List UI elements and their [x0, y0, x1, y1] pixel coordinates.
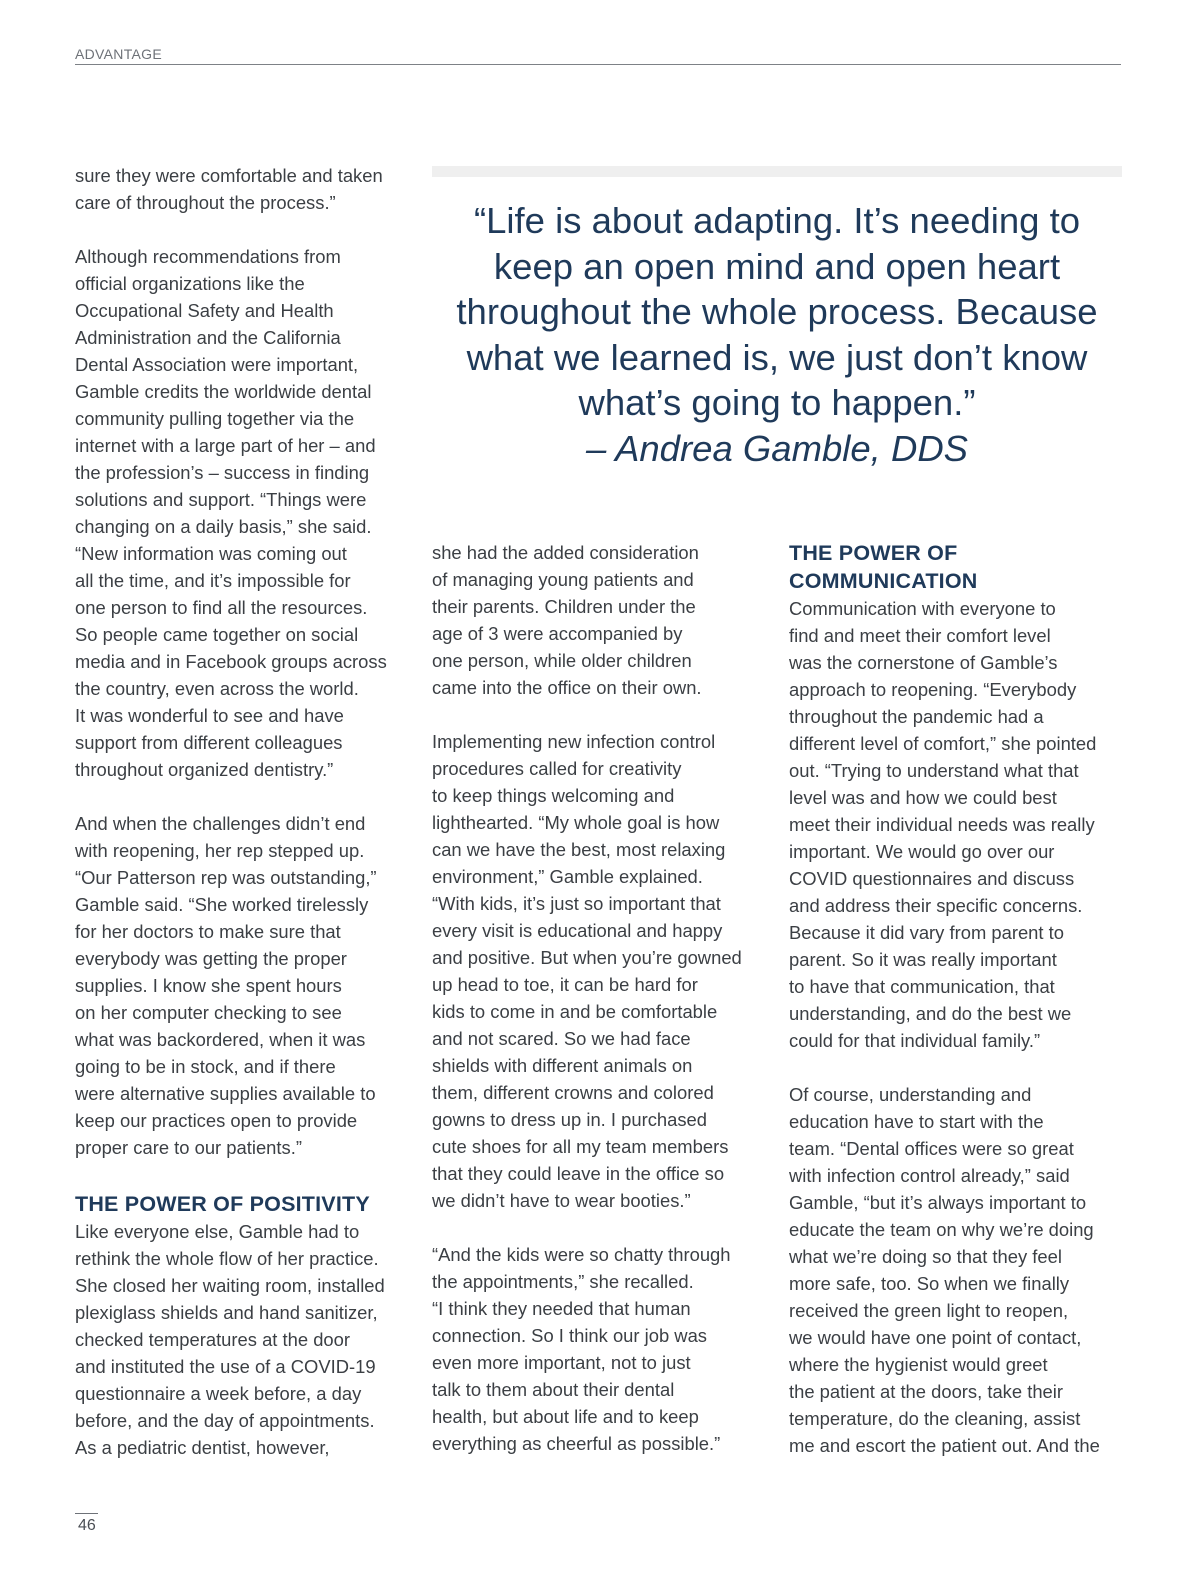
section-heading-positivity: THE POWER OF POSITIVITY: [75, 1192, 370, 1216]
paragraph: she had the added consideration of managing young patients and their parents. Children under the age of 3 were accompanied by one person, while older children came into the office on their own.: [432, 542, 702, 698]
header-divider: [75, 64, 1121, 65]
paragraph: Of course, understanding and education have to start with the team. “Dental offices were so great with infection control already,” said Gamble, “but it’s always important to educate the team on why we’re doing what we’re doing so that they feel more safe, too. So when we finally received the green light to reopen, we would have one point of contact, where the hygienist would greet the patient at the doors, take their temperature, do the cleaning, assist me and escort the patient out. And the: [789, 1084, 1100, 1456]
article-column-2: [432, 539, 777, 1457]
paragraph: Like everyone else, Gamble had to rethink the whole flow of her practice. She closed her waiting room, installed plexiglass shields and hand sanitizer, checked temperatures at the door and instituted the use of a COVID-19 questionnaire a week before, a day before, and the day of appointments. As a pediatric dentist, however,: [75, 1221, 385, 1458]
article-column-1: [75, 162, 420, 1461]
pullquote-text: “Life is about adapting. It’s needing to keep an open mind and open heart throughout the whole process. Because what we learned is, we just don’t know what’s going to happen.”: [456, 200, 1098, 423]
section-label: ADVANTAGE: [75, 46, 162, 62]
pullquote: [432, 198, 1122, 471]
paragraph: Communication with everyone to find and meet their comfort level was the cornerstone of Gamble’s approach to reopening. “Everybody throughout the pandemic had a different level of comfort,” she pointed out. “Trying to understand what that level was and how we could best meet their individual needs was really important. We would go over our COVID questionnaires and discuss and address their specific concerns. Because it did vary from parent to parent. So it was really important to have that communication, that understanding, and do the best we could for that individual family.”: [789, 598, 1097, 1051]
pullquote-bar: [432, 166, 1122, 177]
pullquote-attribution: – Andrea Gamble, DDS: [585, 427, 969, 469]
page-number-rule: [75, 1513, 98, 1514]
paragraph: sure they were comfortable and taken care of throughout the process.”: [75, 165, 383, 213]
paragraph: Although recommendations from official organizations like the Occupational Safety and Health Administration and the California Dental Association were important, Gamble credits the worldwide dental community pulling together via the internet with a large part of her – and the profession’s – success in finding solutions and support. “Things were changing on a daily basis,” she said. “New information was coming out all the time, and it’s impossible for one person to find all the resources. So people came together on social media and in Facebook groups across the country, even across the world. It was wonderful to see and have support from different colleagues throughout organized dentistry.”: [75, 246, 387, 780]
paragraph: “And the kids were so chatty through the appointments,” she recalled. “I think they needed that human connection. So I think our job was even more important, not to just talk to them about their dental health, but about life and to keep everything as cheerful as possible.”: [432, 1244, 731, 1454]
paragraph: Implementing new infection control procedures called for creativity to keep things welcoming and lighthearted. “My whole goal is how can we have the best, most relaxing environment,” Gamble explained. “With kids, it’s just so important that every visit is educational and happy and positive. But when you’re gowned up head to toe, it can be hard for kids to come in and be comfortable and not scared. So we had face shields with different animals on them, different crowns and colored gowns to dress up in. I purchased cute shoes for all my team members that they could leave in the office so we didn’t have to wear booties.”: [432, 731, 742, 1211]
paragraph: And when the challenges didn’t end with reopening, her rep stepped up. “Our Patterson rep was outstanding,” Gamble said. “She worked tirelessly for her doctors to make sure that everybody was getting the proper supplies. I know she spent hours on her computer checking to see what was backordered, when it was going to be in stock, and if there were alternative supplies available to keep our practices open to provide proper care to our patients.”: [75, 813, 377, 1158]
section-heading-communication: THE POWER OF COMMUNICATION: [789, 541, 978, 593]
page-number: 46: [78, 1517, 96, 1534]
article-column-3: [789, 539, 1134, 1459]
